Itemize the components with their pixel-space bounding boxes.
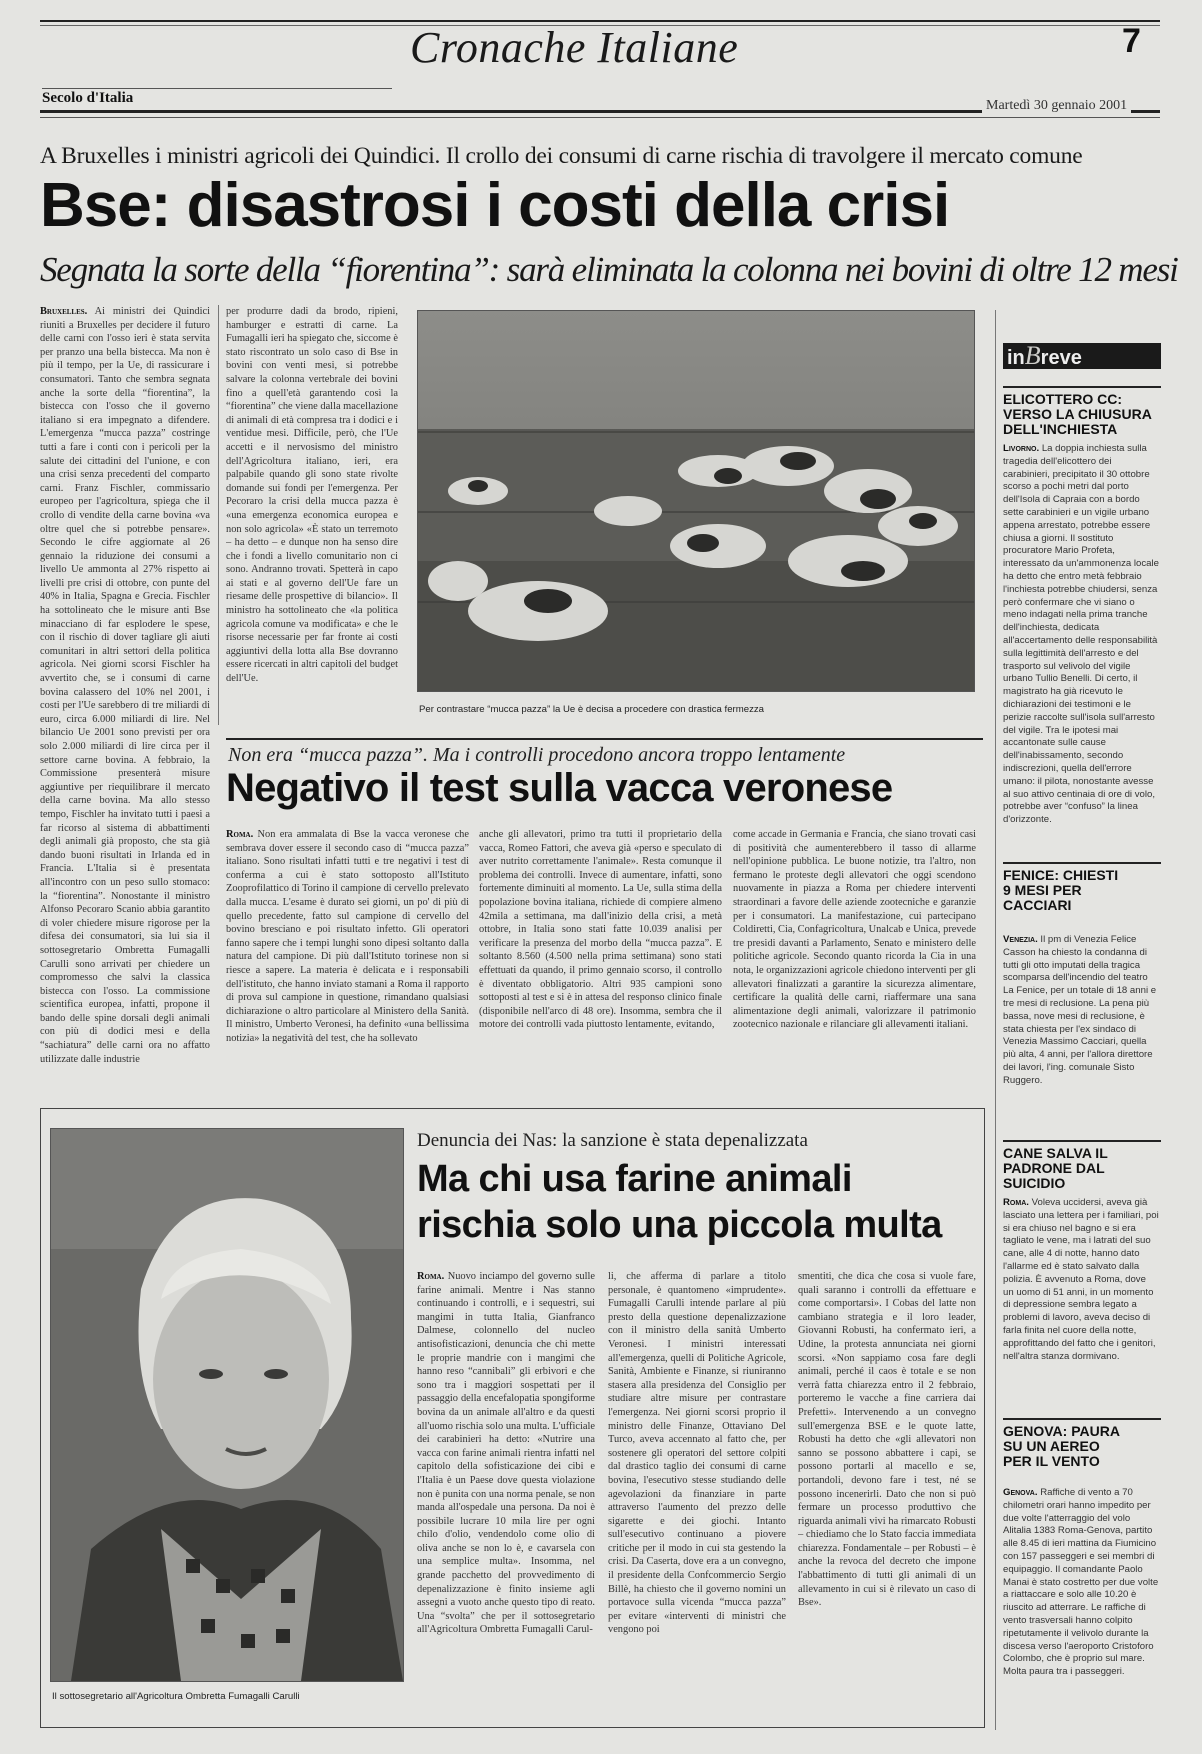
sidebar-divider [995, 310, 996, 1730]
second-story-column-1 [226, 828, 469, 1098]
lead-headline: Bse: disastrosi i costi della crisi [40, 171, 950, 240]
in-breve-label: inBreve [1003, 343, 1161, 369]
third-col2-text: li, che afferma di parlare a titolo personale, è quantomeno «imprudente». Fumagalli Carulli intende parlare al più presto della questione depenalizzazione con il ministro della sanità Umberto Veronesi. I ministri interessati all'emergenza, quelli di Politiche Agricole, Sanità, Ambiente e Finanze, si riuniranno stasera alla presidenza del Consiglio per studiare altre misure per contrastare l'emergenza. Nei giorni scorsi proprio il ministro delle Finanze, Ottaviano Del Turco, aveva accennato al fatto che, per sostenere gli operatori del settore colpiti dal drastico taglio dei consumi di carne bovina, l'esecutivo stesse studiando delle agevolazioni da finanziare in parte attraverso l'aumento del prezzo delle sigarette e dei giochi. Intanto sull'esecutivo continuano a piovere critiche per il modo in cui sta gestendo la crisi. Da Caserta, dove era a un convegno, il presidente della Confcommercio Sergio Billè, ha chiesto che il governo nomini un portavoce sulla vicenda “mucca pazza” per evitare «interventi di ministri che vengono poi [608, 1271, 786, 1636]
lead-col2-text: per produrre dadi da brodo, ripieni, hamburger e estratti di carne. La Fumagalli ieri ha spiegato che, siccome è stato riscontrato un solo caso di Bse in bovini con venti mesi, si potrebbe salvare la colonna vertebrale dei bovini fino a quell'età garantendo così la “fiorentina” che viene dalla macellazione di animali di età compresa tra i dodici e i ventidue mesi. Difficile, però, che l'Ue accetti e il nervosismo del ministro dell'Agricoltura italiano, ieri, era palpabile quando gli sono state rivolte domande sui fondi per l'emergenza. Per Pecoraro la crisi della mucca pazza è «una emergenza economica europea e non solo agricola» «È stato un terremoto – ha detto – e dunque non ha senso dire che i fondi a livello comunitario non ci sono. Andranno trovati. Spetterà in capo ai stati e al governo dell'Ue fare un riesame delle prospettive di bilancio». Il ministro ha sottolineato che «la politica agricola comune va modificata» e che le risorse necessarie per far fronte ai costi aggiuntivi della lotta alla Bse dovranno essere ricercati in altri capitoli del budget dell'Ue. [226, 306, 398, 685]
third-story-box-bottom [40, 1727, 985, 1728]
brief-4-title: GENOVA: PAURA SU UN AEREO PER IL VENTO [1003, 1423, 1120, 1469]
second-col3-text: come accade in Germania e Francia, che siano trovati casi di positività che aumenterebbero il tasso di allarme nell'opinione pubblica. Le buone notizie, tra l'altro, non fermano le proteste degli allevatori che oggi scendono nuovamente in piazza a Roma per chiedere interventi straordinari a favore delle aziende zootecniche e garanzie per i consumatori. La manifestazione, cui partecipano Coldiretti, Cia, Confagricoltura, Unalcab e Unica, prevede tre presidi davanti a Parlamento, Senato e ministero delle politiche agricole. Secondo quanto ricorda la Cia in una nota, le organizzazioni agricole chiedono interventi per gli allevatori finalizzati a garantire la sicurezza alimentare, certificare la qualità delle carni, riaffermare una sana alimentazione degli animali, valorizzare il patrimonio zootecnico nazionale e rilanciare gli allevamenti italiani. [733, 829, 976, 1031]
second-story-top-rule [226, 738, 983, 740]
brief-1-title: ELICOTTERO CC: VERSO LA CHIUSURA DELL'INCHIESTA [1003, 391, 1152, 437]
cows-photo-image [418, 311, 974, 691]
brief-2-title: FENICE: CHIESTI 9 MESI PER CACCIARI [1003, 867, 1119, 913]
portrait-photo [50, 1128, 404, 1682]
second-col1-text: Non era ammalata di Bse la vacca veronese che sembrava dover essere il secondo caso di “mucca pazza” italiano. Sono risultati infatti tutti e tre negativi i test di conferma a cui è stato sottoposto all'Istituto Zooprofilattico di Torino il campione di cervello prelevato dalla mucca. L'esame è durato sei giorni, un po' di più di quello precedente, fatto sul campione di cervello del bovino bresciano e poi risultato infetto. Gli operatori fanno sapere che i tempi lunghi sono dipesi soltanto dalla natura del campione. Di più dall'Istituto torinese non si riesce a sapere. La materia è delicata e i responsabili dell'istituto, che hanno inviato stamani a Roma il rapporto di prova sul campione in questione, rimandano qualsiasi dichiarazione o altro particolare al Ministero della Sanità. Il ministro, Umberto Veronesi, ha definito «una bellissima notizia» la negatività del test, che ha sollevato [226, 829, 469, 1044]
lead-story-column-2 [226, 305, 398, 725]
brief-1-rule [1003, 386, 1161, 388]
second-story-column-3 [733, 828, 976, 1098]
second-story-column-2 [479, 828, 722, 1098]
third-col3-text: smentiti, che dica che cosa si vuole fare, quali saranno i controlli da effettuare e come comportarsi». I Cobas del latte non cambiano strategia e il loro leader, Giovanni Robusti, ha confermato ieri, a Udine, la protesta annunciata nei giorni scorsi. «Non sappiamo cosa fare degli animali, perché il caos è totale e se non verrà fatta chiarezza entro il 2 febbraio, porteremo le vacche a fine carriera dai Prefetti». Intervenendo a un convegno sull'emergenza BSE e le quote latte, Robusti ha detto che «gli allevatori non sanno se possono abbattere i capi, se possono portarli al macello e se, portandoli, devono fare i test, né se possono incenerirli. Dato che non si può fermare un processo produttivo che riguarda animali vivi ha rimarcato Robusti – chiediamo che lo Stato faccia immediata chiarezza. Fondamentale – per Robusti – è anche la revoca del decreto che impone l'abbattimento di tutti gli animali di un allevamento in cui si è rilevato un caso di Bse». [798, 1271, 976, 1609]
third-story-column-1 [417, 1270, 595, 1690]
second-dateline: Roma. [226, 829, 254, 840]
third-story-box-left [40, 1108, 41, 1728]
third-col1-text: Nuovo inciampo del governo sulle farine animali. Mentre i Nas stanno continuando i controlli, e i sequestri, sui mangimi in tutta Italia, Gianfranco Dalmese, colonnello del nucleo antisofisticazioni, denuncia che chi mette le proprie mandrie con i mangimi che hanno reso “cannibali” gli erbivori e che sono tra i maggiori sospettati per il passaggio della encefalopatia spongiforme bovina da un animale all'altro e da questi all'uomo rischia solo una multa. L'ufficiale dei carabinieri ha detto: «Nutrire una vacca con farine animali rientra infatti nel capitolo della sofisticazione dei cibi e l'Italia è un Paese dove questa violazione non è punita con una norma penale, se non manda all'ospedale una persona. Da noi è possibile lucrare 10 mila lire per ogni chilo d'olio, vendendolo come olio di oliva anche se non lo è, e cavarsela con una semplice multa». Insomma, nel grande pacchetto del provvedimento di depenalizzazione è finito insieme agli assegni a vuoto anche questo tipo di reato. Una “svolta” che per il sottosegretario all'Agricoltura Ombretta Fumagalli Carul- [417, 1271, 595, 1636]
third-story-column-3 [798, 1270, 976, 1690]
column-divider [218, 305, 219, 725]
paper-name: Secolo d'Italia [42, 90, 134, 106]
cows-photo-caption: Per contrastare “mucca pazza” la Ue è decisa a procedere con drastica fermezza [419, 704, 765, 715]
brief-3-rule [1003, 1140, 1161, 1142]
lead-col1-text: Ai ministri dei Quindici riuniti a Bruxelles per decidere il futuro delle carni con l'osso ieri è stata servita per pranzo una bella bistecca. Ma non è più il tempo, per la Ue, di rassicurare i consumatori. Tanto che sembra segnata anche la sorte della “fiorentina”, la bistecca con l'osso che il governo italiano si era impegnato a difendere. L'emergenza “mucca pazza” costringe tutti a fare i conti con i pericoli per la salute dei cittadini del l'unione, e con una crisi senza precedenti del comparto carni. Franz Fischler, commissario europeo per l'agricoltura, spiega che il crollo di vendite della carne bovina «va oltre quel che si potrebbe pensare». Secondo le cifre aggiornate al 26 gennaio la riduzione dei consumi a livello Ue ammonta al 27% rispetto ai livelli pre crisi di ottobre, con punte del 40% in Italia, Spagna e Grecia. Fischler ha sottolineato che le misure anti Bse minacciano di far esplodere le spese, con il rischio di dover tagliare gli aiuti comunitari in altri settori della politica agricola. Nei giorni scorsi Fischler ha avvertito che, se i consumi di carne bovina calassero del 10% nel 2001, i costi per l'Ue sarebbero di tre miliardi di euro, circa 6.000 miliardi di lire. Nel bilancio Ue 2001 sono previsti per ora solo 2.000 miliardi di lire circa per il settore carne bovina. A febbraio, la Commissione presenterà misure aggiuntive per riequilibrare il mercato della carne bovina. Ma allo stesso tempo, Fischler ha invitato tutti i paesi a far ricorso al sistema di abbattimenti degli animali già proposto, che sta già dando buoni risultati in Irlanda ed in Francia. L'Italia si è presentata all'incontro con un peso sullo stomaco: la “fiorentina”. Nonostante il ministro Alfonso Pecoraro Scanio abbia garantito di voler chiedere misure rigorose per la difesa dei consumatori, sia lui sia il sottosegretario Ombretta Fumagalli Carulli sono arrivati per chiedere un compromesso che salvi la classica bistecca con l'osso. La commissione scientifica europea, infatti, propone il bando delle spine dorsali degli animali con più di dodici mesi e della “sachiatura” delle carni ora no affatto utilizzate dalle industrie [40, 306, 210, 1065]
third-kicker: Denuncia dei Nas: la sanzione è stata depenalizzata [417, 1130, 808, 1151]
brief-4-rule [1003, 1418, 1161, 1420]
brief-3-text: Voleva uccidersi, aveva già lasciato una lettera per i familiari, poi si era chiuso nel bagno e si era tagliato le vene, ma i latrati del suo cane, alle 4 di notte, hanno dato l'allarme ed è stato salvato dalla polizia. È avvenuto a Roma, dove un uomo di 51 anni, in un momento di depressione sembra legato a problemi di lavoro, aveva deciso di farla finita nel cuore della notte, approfittando del fatto che i genitori, nell'altra stanza dormivano. [1003, 1197, 1159, 1362]
third-dateline: Roma. [417, 1271, 445, 1282]
portrait-photo-caption: Il sottosegretario all'Agricoltura Ombretta Fumagalli Carulli [52, 1691, 300, 1702]
third-story-box-right [984, 1108, 985, 1728]
brief-1-body [1003, 443, 1159, 838]
masthead-left-rule [42, 88, 392, 89]
brief-4-text: Raffiche di vento a 70 chilometri orari hanno impedito per due volte l'atterraggio del volo Alitalia 1383 Roma-Genova, partito alle 8.45 di ieri mattina da Fiumicino con 157 passeggeri e sei membri di equipaggio. Il comandante Paolo Manai è stato costretto per due volte a riattaccare e solo alle 10.20 è riuscito ad atterrare. Le raffiche di vento trasversali hanno colpito ripetutamente il velivolo durante la discesa verso l'aeroporto Cristoforo Colombo, che è proprio sul mare. Molta paura tra i passeggeri. [1003, 1487, 1159, 1678]
third-story-box-top [40, 1108, 985, 1109]
portrait-photo-image [51, 1129, 403, 1681]
brief-1-text: La doppia inchiesta sulla tragedia dell'elicottero dei carabinieri, precipitato il 30 ottobre scorso a pochi metri dal porto dell'Isola di Capraia con a bordo sette carabinieri e un vigile urbano appena arrestato, potrebbe essere chiusa a giorni. Il sostituto procuratore Mario Profeta, interessato da un'ammonenza locale ha detto che entro metà febbraio l'inchiesta potrebbe chiudersi, senza però confermare che vi siano o meno indagati nella prima tranche dell'inchiesta, dedicata all'accertamento delle responsabilità sulla legittimità dell'arresto e del trasporto sul velivolo del vigile urbano Tullio Benelli. Di certo, il magistrato ha già ricevuto le dichiarazioni dei testimoni e le perizie raccolte sull'isola sull'arresto del vigile. Tra le ipotesi mai accantonate sulle cause dell'inabissamento, secondo indiscrezioni, quella dell'errore umano: il pilota, nonostante avesse al suo attivo centinaia di ore di volo, potrebbe aver “confuso” la linea d'orizzonte. [1003, 443, 1159, 826]
second-headline: Negativo il test sulla vacca veronese [226, 766, 893, 810]
lead-kicker: A Bruxelles i ministri agricoli dei Quindici. Il crollo dei consumi di carne rischia di travolgere il mercato comune [40, 143, 1083, 169]
brief-2-body [1003, 934, 1159, 1134]
masthead-bottom-rule-thin [40, 117, 1160, 118]
brief-4-dateline: Genova. [1003, 1487, 1038, 1498]
third-story-column-2 [608, 1270, 786, 1690]
brief-3-body [1003, 1197, 1159, 1407]
brief-1-dateline: Livorno. [1003, 443, 1040, 454]
lead-deck: Segnata la sorte della “fiorentina”: sarà eliminata la colonna nei bovini di oltre 12 mesi [40, 250, 1178, 289]
brief-3-title: CANE SALVA IL PADRONE DAL SUICIDIO [1003, 1145, 1108, 1191]
section-title-text: Cronache Italiane [410, 23, 739, 72]
brief-3-dateline: Roma. [1003, 1197, 1029, 1208]
brief-2-dateline: Venezia. [1003, 934, 1038, 945]
page-number: 7 [1122, 22, 1141, 60]
lead-story-column-1 [40, 305, 210, 1095]
section-title [410, 22, 738, 73]
cows-photo [417, 310, 975, 692]
issue-date: Martedì 30 gennaio 2001 [982, 98, 1131, 114]
second-col2-text: anche gli allevatori, primo tra tutti il proprietario della vacca, Romeo Fattori, che aveva già «perso e speculato di aver nutrito correttamente l'animale». Resta comunque il problema dei controlli. Invece di aumentare, infatti, sono fortemente diminuiti al momento. La Ue, sulla stima della popolazione bovina italiana, richiede di compiere almeno 42mila a settimana, ma dall'inizio della crisi, a metà ottobre, in Italia sono stati fatte 10.039 analisi per verificare la presenza del morbo della “mucca pazza”. E soltanto 8.560 (4.500 nella prima settimana) sono stati effettuati da quando, il primo gennaio scorso, il controllo è diventato obbligatorio. Altri 935 campioni sono sottoposti al test e si è in attesa del responso clinico finale (disponibile nell'arco di 48 ore). Insomma, sembra che il motore dei controlli vada piuttosto lentamente, evitando, [479, 829, 722, 1031]
brief-2-rule [1003, 862, 1161, 864]
third-headline: Ma chi usa farine animali rischia solo una piccola multa [417, 1158, 942, 1246]
lead-dateline: Bruxelles. [40, 306, 88, 317]
second-kicker: Non era “mucca pazza”. Ma i controlli procedono ancora troppo lentamente [228, 744, 846, 766]
brief-2-text: Il pm di Venezia Felice Casson ha chiesto la condanna di tutti gli otto imputati della tragica scomparsa dell'incendio del teatro La Fenice, per un totale di 18 anni e tre mesi di reclusione. La pena più bassa, nove mesi di reclusione, è stata chiesta per l'ex sindaco di Venezia Massimo Cacciari, quella più alta, 4 anni, per l'allora direttore dei lavori, l'ing. comunale Sisto Ruggero. [1003, 934, 1157, 1086]
brief-4-body [1003, 1487, 1159, 1727]
